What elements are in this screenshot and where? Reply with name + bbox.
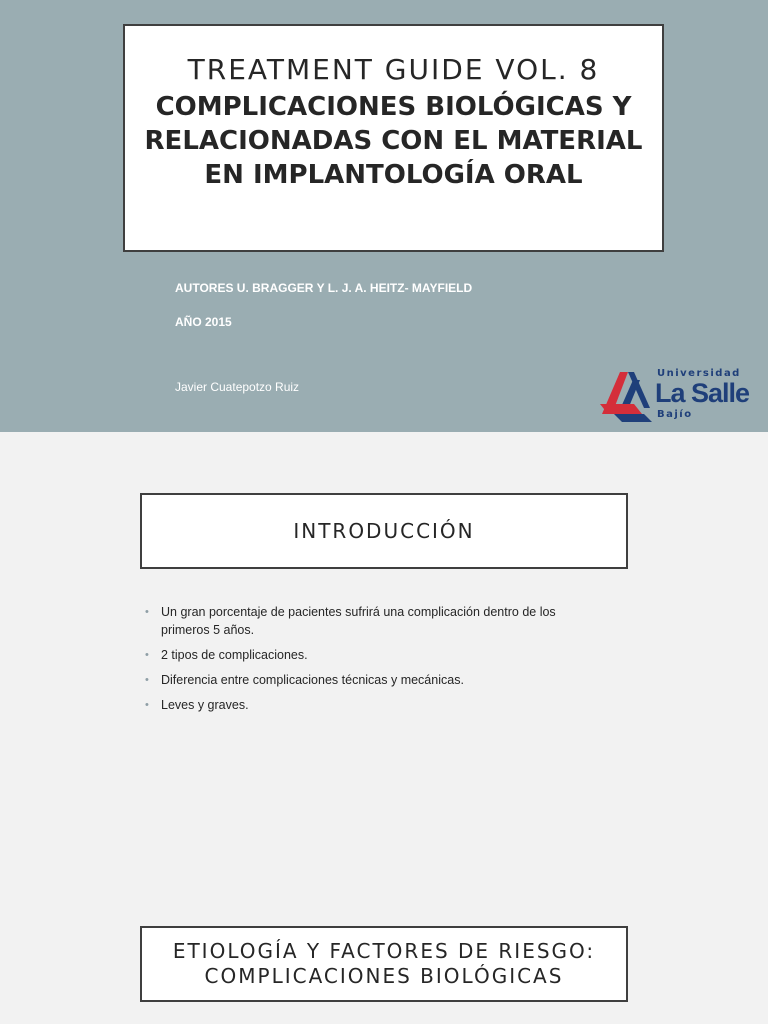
la-salle-emblem-icon — [600, 370, 654, 422]
list-item — [145, 603, 595, 639]
bullet-icon: • — [145, 674, 149, 686]
title-slide — [0, 0, 768, 432]
logo-campus-text: Bajío — [657, 409, 693, 420]
logo-university-text: Universidad — [657, 368, 741, 379]
etiology-heading-line2: COMPLICACIONES BIOLÓGICAS — [204, 964, 564, 988]
title-series: TREATMENT GUIDE VOL. 8 — [187, 53, 600, 86]
bullet-icon: • — [145, 649, 149, 661]
intro-heading-box — [140, 493, 628, 569]
bullet-icon: • — [145, 606, 149, 618]
logo-name-text: La Salle — [655, 378, 750, 408]
authors-text: AUTORES U. BRAGGER Y L. J. A. HEITZ- MAYFIELD — [175, 281, 473, 295]
bullet-text: Leves y graves. — [161, 698, 249, 712]
bullet-text: 2 tipos de complicaciones. — [161, 648, 308, 662]
list-item — [145, 646, 595, 664]
university-logo — [600, 367, 756, 425]
bullet-text: Un gran porcentaje de pacientes sufrirá una complicación dentro de los primeros 5 años. — [161, 605, 556, 637]
year-text: AÑO 2015 — [175, 315, 232, 329]
bullet-icon: • — [145, 699, 149, 711]
intro-heading: INTRODUCCIÓN — [293, 519, 475, 543]
etiology-heading-box — [140, 926, 628, 1002]
list-item — [145, 671, 595, 689]
intro-bullet-list — [145, 603, 595, 721]
bullet-text: Diferencia entre complicaciones técnicas y mecánicas. — [161, 673, 464, 687]
title-main: COMPLICACIONES BIOLÓGICAS Y RELACIONADAS CON EL MATERIAL EN IMPLANTOLOGÍA ORAL — [144, 92, 643, 190]
presenter-text: Javier Cuatepotzo Ruiz — [175, 380, 300, 394]
list-item — [145, 696, 595, 714]
title-box — [123, 24, 664, 252]
etiology-heading-line1: ETIOLOGÍA Y FACTORES DE RIESGO: — [172, 939, 596, 963]
